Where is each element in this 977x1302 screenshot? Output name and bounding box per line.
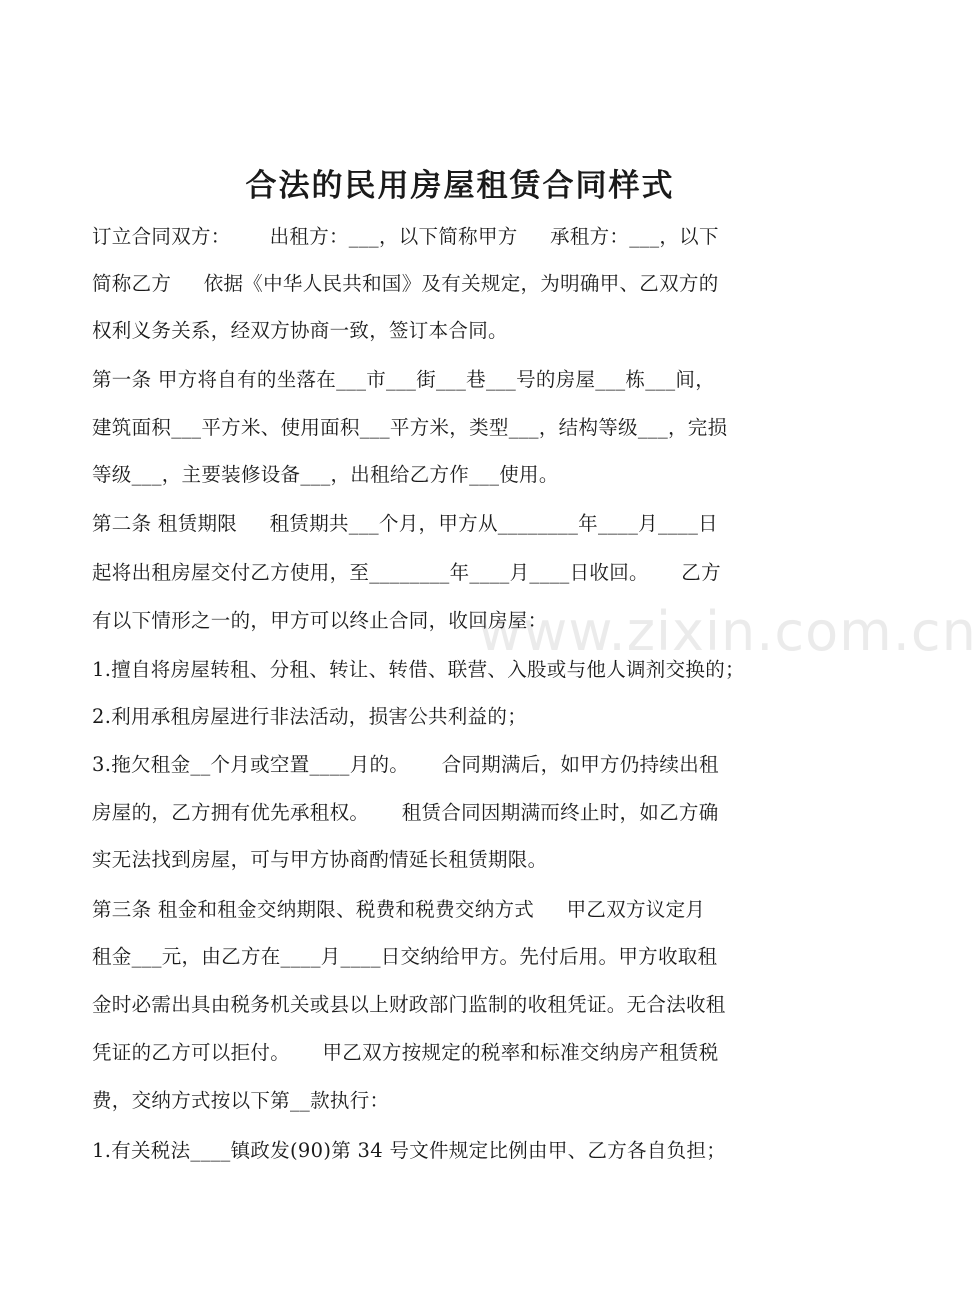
paragraph-line: 第一条 甲方将自有的坐落在___市___街___巷___号的房屋___栋___间， — [92, 368, 715, 391]
paragraph-line: 等级___，主要装修设备___，出租给乙方作___使用。 — [92, 463, 559, 486]
paragraph-line: 实无法找到房屋，可与甲方协商酌情延长租赁期限。 — [92, 848, 548, 871]
paragraph-line: 简称乙方 依据《中华人民共和国》及有关规定，为明确甲、乙双方的 — [92, 272, 719, 295]
paragraph-line: 第二条 租赁期限 租赁期共___个月，甲方从________年____月____日 — [92, 512, 718, 535]
paragraph-line: 订立合同双方： 出租方：___，以下简称甲方 承租方：___，以下 — [92, 225, 719, 248]
paragraph-line: 1.有关税法____镇政发(90)第 34 号文件规定比例由甲、乙方各自负担； — [92, 1139, 727, 1162]
paragraph-line: 2.利用承租房屋进行非法活动，损害公共利益的； — [92, 705, 528, 728]
paragraph-line: 权利义务关系，经双方协商一致，签订本合同。 — [92, 319, 508, 342]
paragraph-line: 凭证的乙方可以拒付。 甲乙双方按规定的税率和标准交纳房产租赁税 — [92, 1041, 719, 1064]
paragraph-line: 起将出租房屋交付乙方使用，至________年____月____日收回。 乙方 — [92, 561, 721, 584]
paragraph-line: 有以下情形之一的，甲方可以终止合同，收回房屋： — [92, 609, 548, 632]
watermark-text: www.zixin.com.cn — [478, 600, 977, 663]
document-title: 合法的民用房屋租赁合同样式 — [245, 168, 675, 204]
paragraph-line: 金时必需出具由税务机关或县以上财政部门监制的收租凭证。无合法收租 — [92, 993, 726, 1016]
paragraph-line: 1.擅自将房屋转租、分租、转让、转借、联营、入股或与他人调剂交换的； — [92, 658, 745, 681]
paragraph-line: 建筑面积___平方米、使用面积___平方米，类型___，结构等级___，完损 — [92, 416, 728, 439]
paragraph-line: 房屋的，乙方拥有优先承租权。 租赁合同因期满而终止时，如乙方确 — [92, 801, 719, 824]
paragraph-line: 3.拖欠租金__个月或空置____月的。 合同期满后，如甲方仍持续出租 — [92, 753, 719, 776]
paragraph-line: 费，交纳方式按以下第__款执行： — [92, 1089, 390, 1112]
paragraph-line: 第三条 租金和租金交纳期限、税费和税费交纳方式 甲乙双方议定月 — [92, 898, 706, 921]
paragraph-line: 租金___元，由乙方在____月____日交纳给甲方。先付后用。甲方收取租 — [92, 945, 718, 968]
